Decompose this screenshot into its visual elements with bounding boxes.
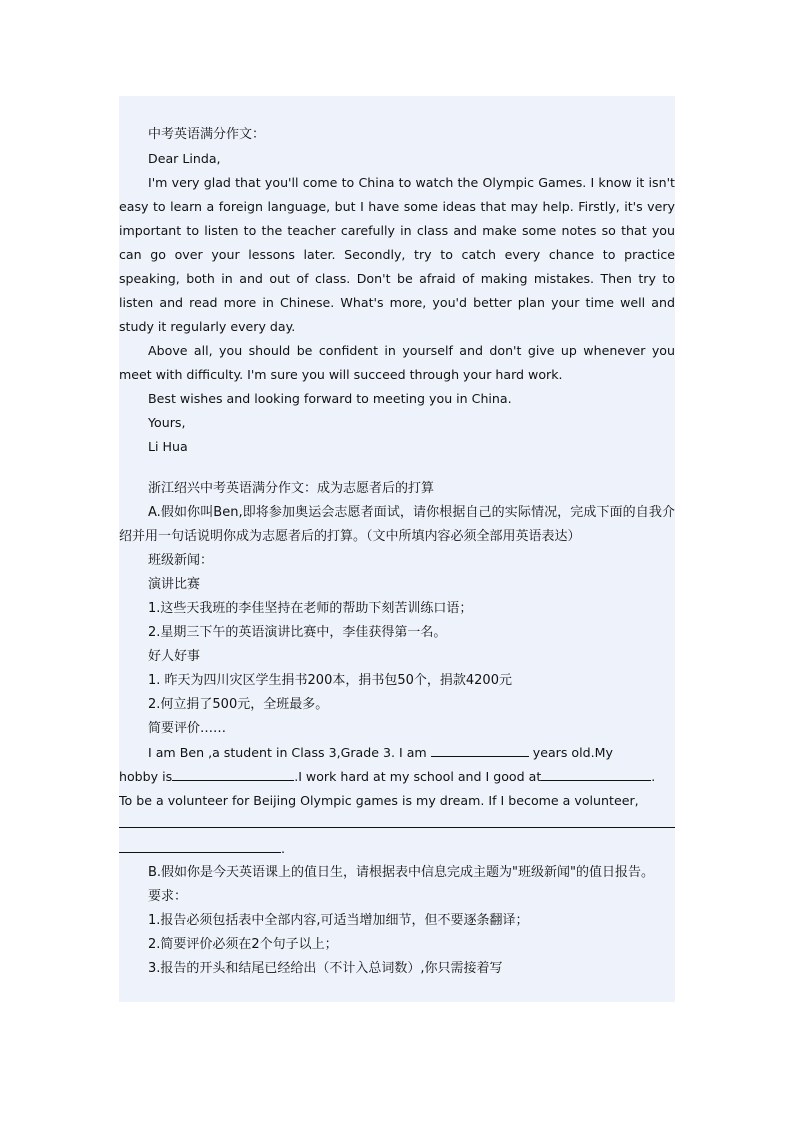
letter-signature: Li Hua [148,439,188,454]
fill-line-4 [119,837,675,861]
volunteer-plan-blank-row [119,813,675,837]
speech-item-1: 1.这些天我班的李佳坚持在老师的帮助下刻苦训练口语； [148,601,473,616]
fill-text-a: I am Ben ,a student in Class 3,Grade 3. I am [148,745,427,760]
category-speech-contest: 演讲比赛 [148,577,201,592]
volunteer-plan-blank[interactable] [119,813,675,828]
requirement-1: 1.报告必须包括表中全部内容,可适当增加细节，但不要逐条翻译； [148,913,529,928]
requirement-3: 3.报告的开头和结尾已经给出（不计入总词数）,你只需接着写 [148,961,503,976]
fill-line-2 [119,765,675,789]
category-brief-comment: 简要评价…… [148,721,227,736]
section2-heading: 浙江绍兴中考英语满分作文：成为志愿者后的打算 [148,481,435,496]
letter-paragraph-1: I'm very glad that you'll come to China to watch the Olympic Games. I know it isn't easy to learn a foreign language, but I have some ideas that may help. Firstly, it's very important to listen to the teacher carefully in class and make some notes so that you can go over your lessons later. Secondly, try to catch every chance to practice speaking, both in and out of class. Don't be afraid of making mistakes. Then try to listen and read more in Chinese. What's more, you'd better plan your time well and study it regularly every day. [119,175,675,334]
good-deed-item-2: 2.何立捐了500元，全班最多。 [148,697,329,712]
class-news-title: 班级新闻： [148,553,214,568]
fill-end-period: . [281,841,286,856]
volunteer-plan-blank-end[interactable] [119,838,281,853]
fill-text-c: hobby is [119,769,173,784]
fill-text-b: years old.My [532,745,613,760]
category-good-deeds: 好人好事 [148,649,201,664]
task-a-instructions: A.假如你叫Ben,即将参加奥运会志愿者面试，请你根据自己的实际情况，完成下面的自我介绍并用一句话说明你成为志愿者后的打算。（文中所填内容必须全部用英语表达） [119,505,675,544]
age-blank[interactable] [431,742,529,757]
task-b-instructions: B.假如你是今天英语课上的值日生，请根据表中信息完成主题为"班级新闻"的值日报告。 [148,865,655,880]
fill-line-3: To be a volunteer for Beijing Olympic games is my dream. If I become a volunteer, [119,793,639,808]
fill-line-1 [119,741,675,765]
document-content [119,123,675,981]
requirements-title: 要求： [148,889,188,904]
letter-closing: Best wishes and looking forward to meeting you in China. [148,391,512,406]
essay-heading: 中考英语满分作文： [148,127,266,142]
speech-item-2: 2.星期三下午的英语演讲比赛中，李佳获得第一名。 [148,625,447,640]
hobby-blank[interactable] [172,766,294,781]
requirement-2: 2.简要评价必须在2个句子以上； [148,937,338,952]
fill-text-e: . [651,769,656,784]
section-gap [119,459,675,477]
letter-greeting: Dear Linda, [148,151,221,166]
fill-text-d: .I work hard at my school and I good at [294,769,542,784]
good-deed-item-1: 1. 昨天为四川灾区学生捐书200本，捐书包50个，捐款4200元 [148,673,512,688]
letter-signoff: Yours, [148,415,186,430]
good-at-blank[interactable] [541,766,651,781]
letter-paragraph-2: Above all, you should be confident in yourself and don't give up whenever you meet with difficulty. I'm sure you will succeed through your hard work. [119,343,675,382]
